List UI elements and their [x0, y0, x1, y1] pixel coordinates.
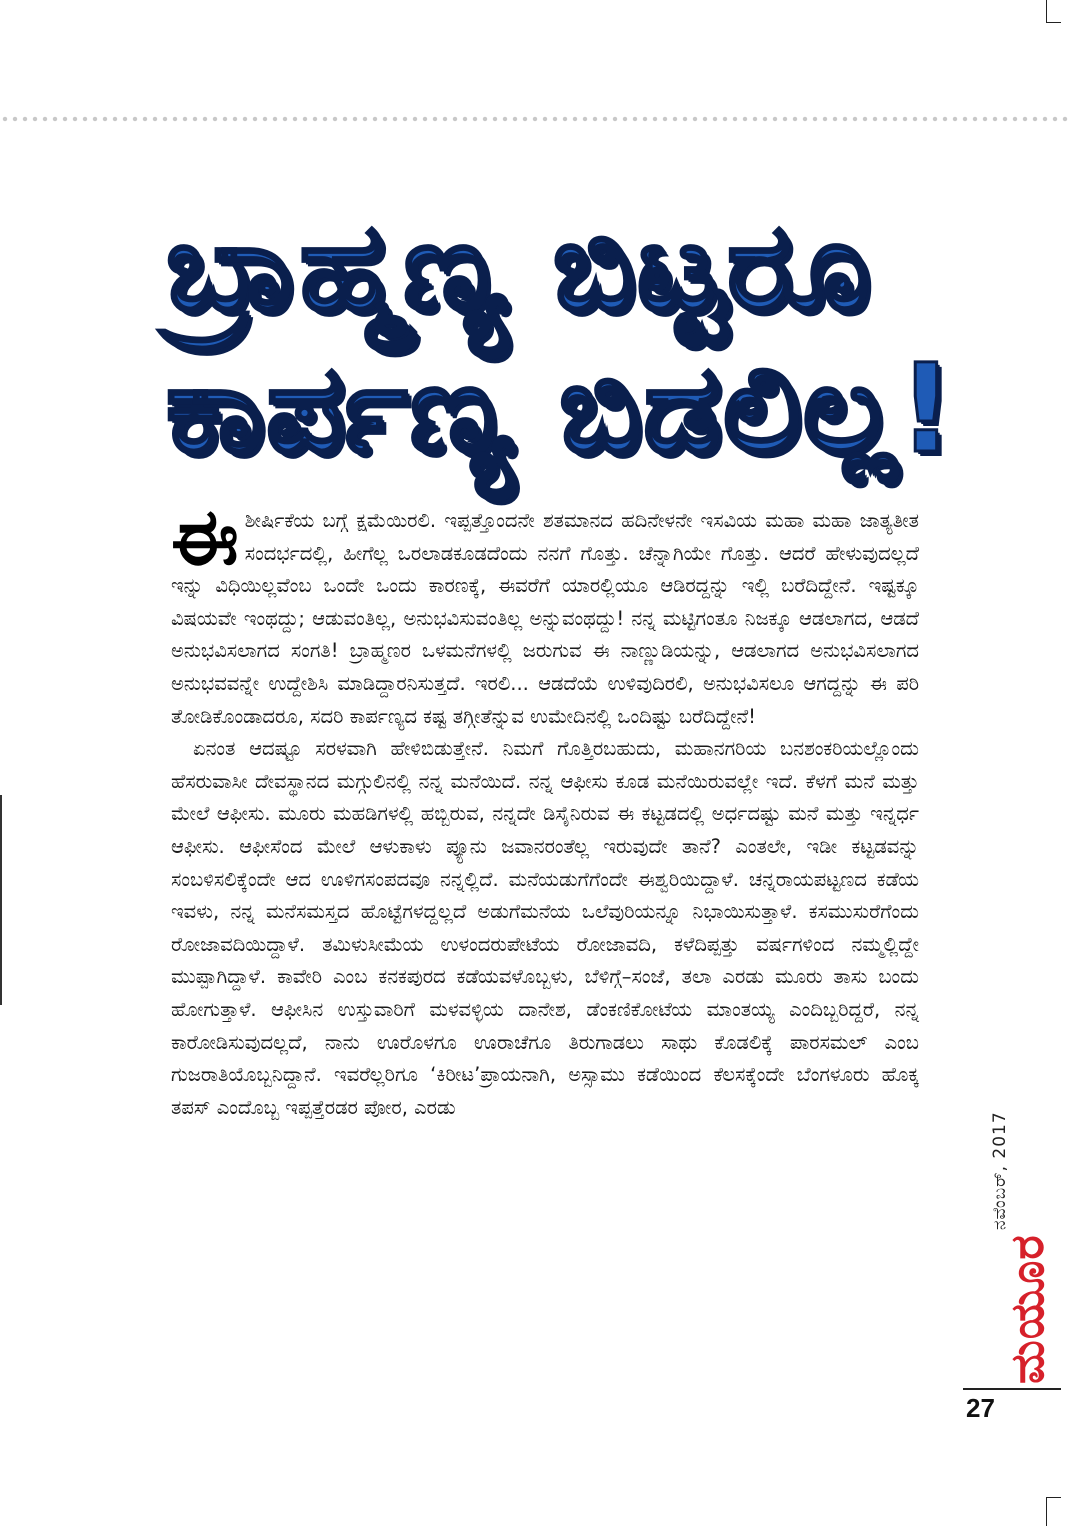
article-headline [166, 196, 956, 480]
dotted-divider [0, 116, 1072, 122]
magazine-brand-logo: ಮಯೂರ [1000, 1234, 1054, 1384]
article-paragraph-2: ಏನಂತ ಆದಷ್ಟೂ ಸರಳವಾಗಿ ಹೇಳಿಬಿಡುತ್ತೇನೆ. ನಿಮಗೆ ಗೊತ್ತಿರಬಹುದು, ಮಹಾನಗರಿಯ ಬನಶಂಕರಿಯಲ್ಲೊಂದು ಹೆಸರುವಾಸೀ ದೇವಸ್ಥಾನದ ಮಗ್ಗುಲಿನಲ್ಲಿ ನನ್ನ ಮನೆಯಿದೆ. ನನ್ನ ಆಫೀಸು ಕೂಡ ಮನೆಯಿರುವಲ್ಲೇ ಇದೆ. ಕೆಳಗೆ ಮನೆ ಮತ್ತು ಮೇಲೆ ಆಫೀಸು. ಮೂರು ಮಹಡಿಗಳಲ್ಲಿ ಹಬ್ಬಿರುವ, ನನ್ನದೇ ಡಿಸೈನಿರುವ ಈ ಕಟ್ಟಡದಲ್ಲಿ ಅರ್ಧದಷ್ಟು ಮನೆ ಮತ್ತು ಇನ್ನರ್ಧ ಆಫೀಸು. ಆಫೀಸೆಂದ ಮೇಲೆ ಆಳುಕಾಳು ಪ್ಯೂನು ಜವಾನರಂತೆಲ್ಲ ಇರುವುದೇ ತಾನೆ? ಎಂತಲೇ, ಇಡೀ ಕಟ್ಟಡವನ್ನು ಸಂಬಳಿಸಲಿಕ್ಕೆಂದೇ ಆದ ಊಳಿಗಸಂಪದವೂ ನನ್ನಲ್ಲಿದೆ. ಮನೆಯಡುಗೆಗೆಂದೇ ಈಶ್ವರಿಯಿದ್ದಾಳೆ. ಚನ್ನರಾಯಪಟ್ಟಣದ ಕಡೆಯ ಇವಳು, ನನ್ನ ಮನೆಸಮಸ್ತದ ಹೊಟ್ಟೆಗಳದ್ದಲ್ಲದೆ ಅಡುಗೆಮನೆಯ ಒಲೆವುರಿಯನ್ನೂ ನಿಭಾಯಿಸುತ್ತಾಳೆ. ಕಸಮುಸುರೆಗೆಂದು ರೋಜಾವದಿಯಿದ್ದಾಳೆ. ತಮಿಳುಸೀಮೆಯ ಉಳಂದರುಪೇಟೆಯ ರೋಜಾವದಿ, ಕಳೆದಿಪ್ಪತ್ತು ವರ್ಷಗಳಿಂದ ನಮ್ಮಲ್ಲಿದ್ದೇ ಮುಪ್ಪಾಗಿದ್ದಾಳೆ. ಕಾವೇರಿ ಎಂಬ ಕನಕಪುರದ ಕಡೆಯವಳೊಬ್ಬಳು, ಬೆಳಿಗ್ಗೆ–ಸಂಜೆ, ತಲಾ ಎರಡು ಮೂರು ತಾಸು ಬಂದು ಹೋಗುತ್ತಾಳೆ. ಆಫೀಸಿನ ಉಸ್ತುವಾರಿಗೆ ಮಳವಳ್ಳಿಯ ದಾನೇಶ, ಡೆಂಕಣಿಕೋಟೆಯ ಮಾಂತಯ್ಯ ಎಂದಿಬ್ಬರಿದ್ದರೆ, ನನ್ನ ಕಾರೋಡಿಸುವುದಲ್ಲದೆ, ನಾನು ಊರೊಳಗೂ ಊರಾಚೆಗೂ ತಿರುಗಾಡಲು ಸಾಥು ಕೊಡಲಿಕ್ಕೆ ಪಾರಸಮಲ್ ಎಂಬ ಗುಜರಾತಿಯೊಬ್ಬನಿದ್ದಾನೆ. ಇವರೆಲ್ಲರಿಗೂ ‘ಕಿರೀಟ’ಪ್ರಾಯನಾಗಿ, ಅಸ್ಸಾಮು ಕಡೆಯಿಂದ ಕೆಲಸಕ್ಕೆಂದೇ ಬೆಂಗಳೂರು ಹೊಕ್ಕ ತಪಸ್ ಎಂದೊಬ್ಬ ಇಪ್ಪತ್ತೆರಡರ ಪೋರ, ಎರಡು [171, 737, 919, 1119]
drop-cap: ಈ [171, 493, 239, 583]
page-number: 27 [966, 1393, 995, 1423]
crop-mark-top-right [1046, 0, 1061, 23]
article-paragraph-1 [171, 493, 919, 733]
crop-mark-bottom-right [1046, 1497, 1061, 1526]
headline-line-2: ಕಾರ್ಪಣ್ಯ ಬಿಡಲಿಲ್ಲ! [166, 338, 956, 480]
article-body [171, 493, 919, 1124]
left-margin-rule [0, 795, 2, 1005]
issue-date: ನವೆಂಬರ್, 2017 [990, 1111, 1010, 1230]
page-number-rule [963, 1388, 1061, 1390]
headline-line-1: ಬ್ರಾಹ್ಮಣ್ಯ ಬಿಟ್ಟರೂ [166, 196, 872, 338]
paragraph-1-text: ಶೀರ್ಷಿಕೆಯ ಬಗ್ಗೆ ಕ್ಷಮೆಯಿರಲಿ. ಇಪ್ಪತ್ತೊಂದನೇ ಶತಮಾನದ ಹದಿನೇಳನೇ ಇಸವಿಯ ಮಹಾ ಮಹಾ ಜಾತ್ಯತೀತ ಸಂದರ್ಭದಲ್ಲಿ, ಹೀಗೆಲ್ಲ ಒರಲಾಡಕೂಡದೆಂದು ನನಗೆ ಗೊತ್ತು. ಚೆನ್ನಾಗಿಯೇ ಗೊತ್ತು. ಆದರೆ ಹೇಳುವುದಲ್ಲದೆ ಇನ್ನು ವಿಧಿಯಿಲ್ಲವೆಂಬ ಒಂದೇ ಒಂದು ಕಾರಣಕ್ಕೆ, ಈವರೆಗೆ ಯಾರಲ್ಲಿಯೂ ಆಡಿರದ್ದನ್ನು ಇಲ್ಲಿ ಬರೆದಿದ್ದೇನೆ. ಇಷ್ಟಕ್ಕೂ ವಿಷಯವೇ ಇಂಥದ್ದು; ಆಡುವಂತಿಲ್ಲ, ಅನುಭವಿಸುವಂತಿಲ್ಲ ಅನ್ನುವಂಥದ್ದು! ನನ್ನ ಮಟ್ಟಿಗಂತೂ ನಿಜಕ್ಕೂ ಆಡಲಾಗದ, ಆಡದೆ ಅನುಭವಿಸಲಾಗದ ಸಂಗತಿ! ಬ್ರಾಹ್ಮಣರ ಒಳಮನೆಗಳಲ್ಲಿ ಜರುಗುವ ಈ ನಾಣ್ಣುಡಿಯನ್ನು, ಆಡಲಾಗದ ಅನುಭವಿಸಲಾಗದ ಅನುಭವವನ್ನೇ ಉದ್ದೇಶಿಸಿ ಮಾಡಿದ್ದಾರನಿಸುತ್ತದೆ. ಇರಲಿ... ಆಡದೆಯೆ ಉಳಿವುದಿರಲಿ, ಅನುಭವಿಸಲೂ ಆಗದ್ದನ್ನು ಈ ಪರಿ ತೋಡಿಕೊಂಡಾದರೂ, ಸದರಿ ಕಾರ್ಪಣ್ಯದ ಕಷ್ಟ ತಗ್ಗೀತೆನ್ನುವ ಉಮೇದಿನಲ್ಲಿ ಒಂದಿಷ್ಟು ಬರೆದಿದ್ದೇನೆ! [171, 509, 919, 728]
